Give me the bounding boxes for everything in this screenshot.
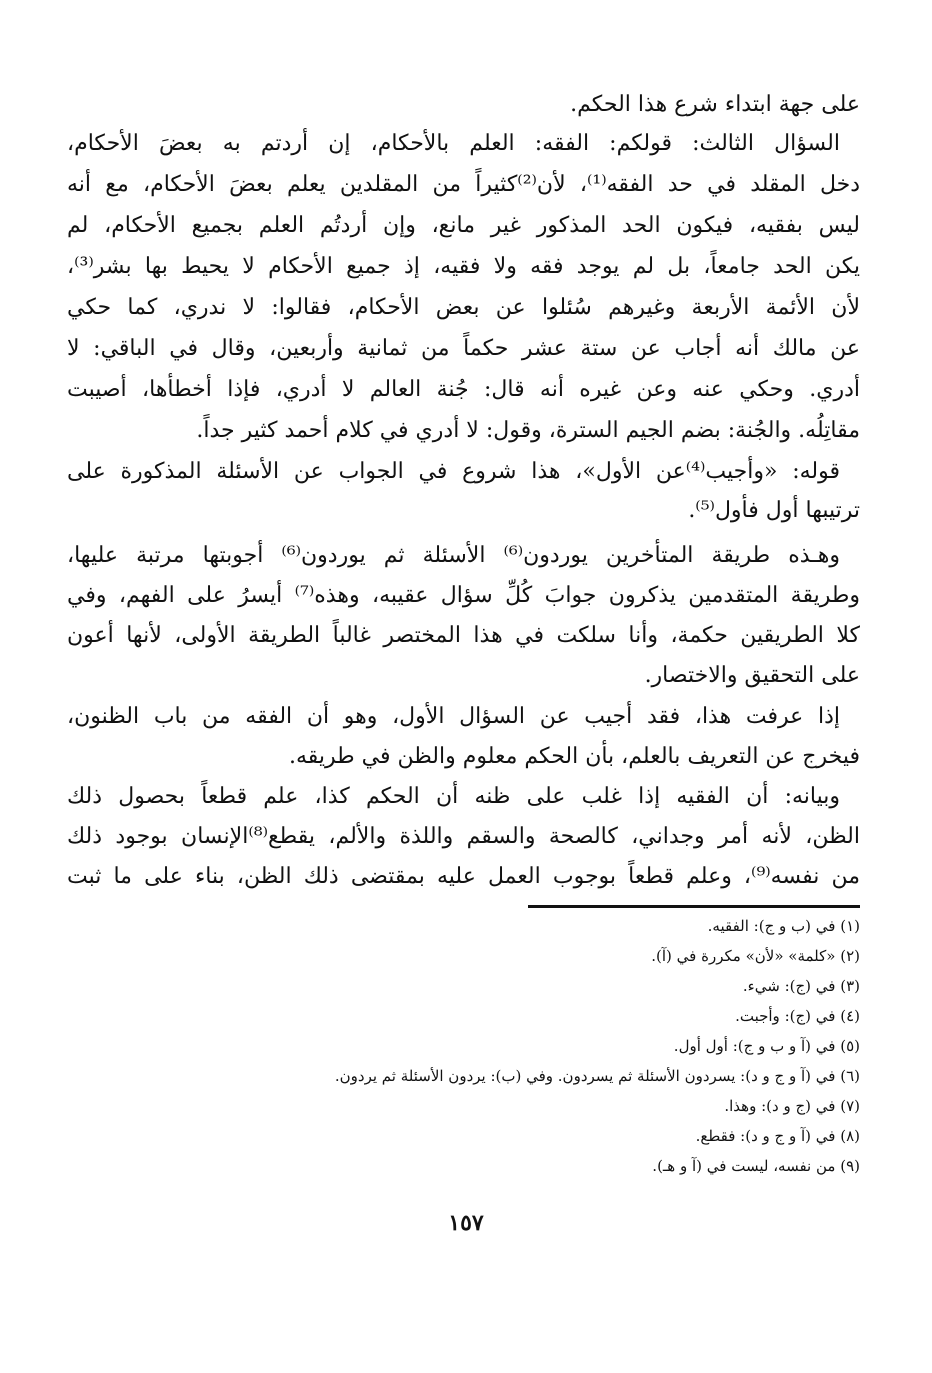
footnote: (٣) في (ج): شيء. (742, 977, 860, 995)
text-line: على جهة ابتداء شرع هذا الحكم. (570, 92, 860, 117)
footnote: (٨) في (آ و ج و د): فقطع. (695, 1127, 860, 1145)
text-line: قوله: «وأجيب⁽⁴⁾عن الأول»، هذا شروع في الجواب عن الأسئلة المذكورة على (67, 459, 840, 484)
footnote: (٢) «كلمة» «لأن» مكررة في (آ). (651, 947, 860, 965)
text-line: وهـذه طريقة المتأخرين يوردون⁽⁶⁾ الأسئلة ثم يوردون⁽⁶⁾ أجوبتها مرتبة عليها، (67, 543, 840, 568)
page-number: ١٥٧ (448, 1210, 484, 1236)
footnote: (٥) في (آ و ب و ج): أول أول. (673, 1037, 860, 1055)
text-line: ترتيبها أول فأول⁽⁵⁾. (688, 498, 860, 523)
footnote: (٦) في (آ و ج و د): يسردون الأسئلة ثم يسردون. وفي (ب): يردون الأسئلة ثم يردون. (334, 1067, 860, 1085)
text-line: فيخرج عن التعريف بالعلم، بأن الحكم معلوم والظن في طريقه. (288, 744, 860, 769)
text-line: إذا عرفت هذا، فقد أجيب عن السؤال الأول، وهو أن الفقه من باب الظنون، (67, 704, 840, 729)
footnote: (١) في (ب و ج): الفقيه. (707, 917, 860, 935)
text-line: لأن الأئمة الأربعة وغيرهم سُئلوا عن بعض الأحكام، فقالوا: لا ندري، كما حكي (67, 295, 860, 320)
text-line: أدري. وحكي عنه وعن غيره أنه قال: جُنة العالم لا أدري، فإذا أخطأها، أصيبت (67, 377, 860, 402)
text-line: كلا الطريقين حكمة، وأنا سلكت في هذا المختصر غالباً الطريقة الأولى، لأنها أعون (67, 623, 860, 648)
footnote: (٧) في (ج و د): وهذا. (724, 1097, 860, 1115)
text-line: السؤال الثالث: قولكم: الفقه: العلم بالأحكام، إن أردتم به بعضَ الأحكام، (67, 131, 840, 156)
text-line: دخل المقلد في حد الفقه⁽¹⁾، لأن⁽²⁾كثيراً من المقلدين يعلم بعضَ الأحكام، مع أنه (67, 172, 861, 197)
text-line: وطريقة المتقدمين يذكرون جوابَ كُلِّ سؤال عقيبه، وهذه⁽⁷⁾ أيسرُ على الفهم، وفي (67, 583, 860, 608)
text-line: وبيانه: أن الفقيه إذا غلب على ظنه أن الحكم كذا، علم قطعاً بحصول ذلك (67, 784, 840, 809)
footnote: (٤) في (ج): وأجبت. (735, 1007, 860, 1025)
text-line: من نفسه⁽⁹⁾، وعلم قطعاً بوجوب العمل عليه بمقتضى ذلك الظن، بناء على ما ثبت (67, 864, 860, 889)
footnote: (٩) من نفسه، ليست في (آ و هـ). (652, 1157, 860, 1175)
text-line: الظن، لأنه أمر وجداني، كالصحة والسقم واللذة والألم، يقطع⁽⁸⁾الإنسان بوجود ذلك (67, 824, 861, 849)
text-line: يكن الحد جامعاً، بل لم يوجد فقه ولا فقيه، إذ جميع الأحكام لا يحيط بها بشر⁽³⁾، (67, 254, 860, 279)
text-line: عن مالك أنه أجاب عن ستة عشر حكماً من ثمانية وأربعين، وقال في الباقي: لا (67, 336, 860, 361)
text-line: ليس بفقيه، فيكون الحد المذكور غير مانع، وإن أردتُم العلم بجميع الأحكام، لم (67, 213, 860, 238)
text-line: على التحقيق والاختصار. (644, 663, 860, 688)
footnote-separator (528, 905, 860, 908)
text-line: مقاتِلُه. والجُنة: بضم الجيم السترة، وقول: لا أدري في كلام أحمد كثير جداً. (196, 418, 860, 443)
